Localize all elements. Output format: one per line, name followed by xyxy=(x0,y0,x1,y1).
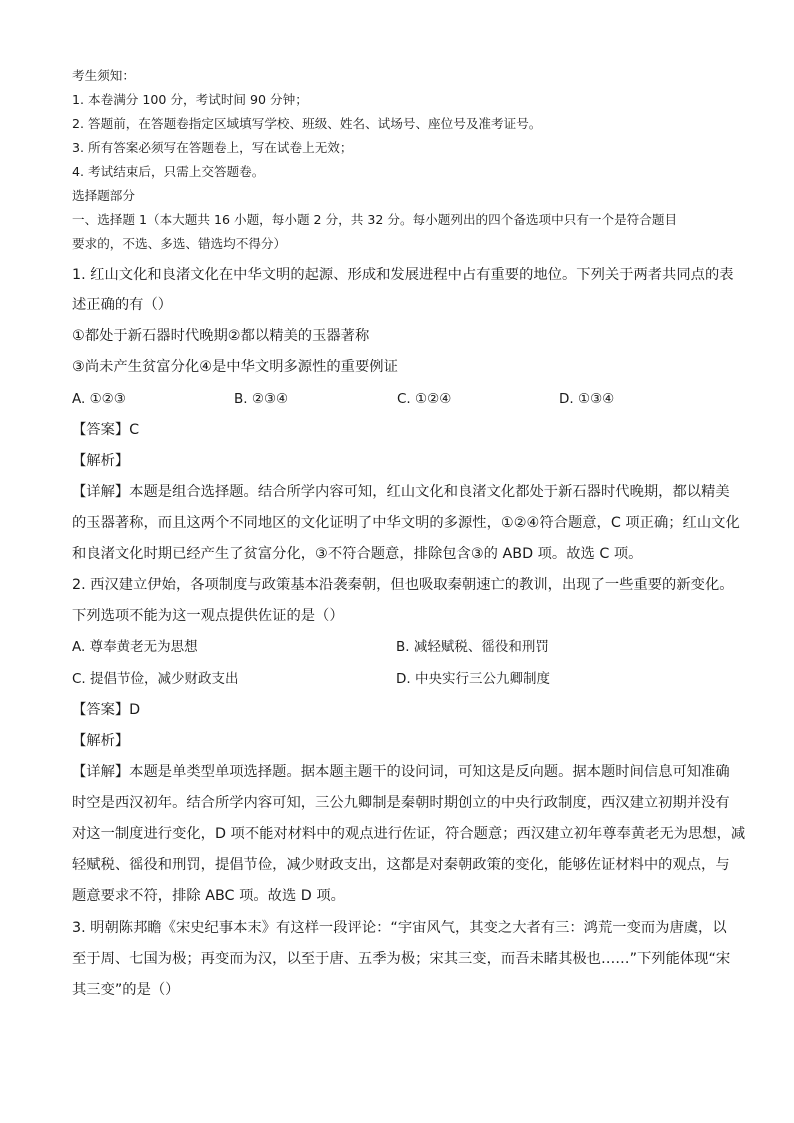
notice-item-1: 1. 本卷满分 100 分，考试时间 90 分钟； xyxy=(72,92,308,107)
q1-option-d: D. ①③④ xyxy=(559,391,615,407)
q1-statement-1: ①都处于新石器时代晚期②都以精美的玉器著称 xyxy=(72,328,370,344)
notice-item-2: 2. 答题前，在答题卷指定区域填写学校、班级、姓名、试场号、座位号及准考证号。 xyxy=(72,116,542,131)
section-part-label: 选择题部分 xyxy=(72,188,135,203)
q2-stem-line-1: 2. 西汉建立伊始，各项制度与政策基本沿袭秦朝，但也吸取秦朝速亡的教训，出现了一些重要的新变化。 xyxy=(72,577,734,593)
notice-item-4: 4. 考试结束后，只需上交答题卷。 xyxy=(72,164,265,179)
q2-option-b: B. 减轻赋税、徭役和刑罚 xyxy=(396,639,549,655)
q2-option-c: C. 提倡节俭，减少财政支出 xyxy=(72,671,239,687)
q1-analysis-label: 【解析】 xyxy=(72,453,130,469)
q2-detail-line-1: 【详解】本题是单类型单项选择题。据本题主题干的设问词，可知这是反向题。据本题时间信息可知准确 xyxy=(72,764,730,780)
q1-detail-line-3: 和良渚文化时期已经产生了贫富分化，③不符合题意，排除包含③的 ABD 项。故选 C 项。 xyxy=(72,546,643,562)
q1-option-b: B. ②③④ xyxy=(234,391,289,407)
q1-statement-2: ③尚未产生贫富分化④是中华文明多源性的重要例证 xyxy=(72,359,398,375)
q2-detail-line-3: 对这一制度进行变化，D 项不能对材料中的观点进行佐证，符合题意；西汉建立初年尊奉黄老无为思想，减 xyxy=(72,826,746,842)
q3-stem-line-1: 3. 明朝陈邦瞻《宋史纪事本末》有这样一段评论：“宇宙风气，其变之大者有三：鸿荒一变而为唐虞，以 xyxy=(72,920,727,936)
q2-detail-line-2: 时空是西汉初年。结合所学内容可知，三公九卿制是秦朝时期创立的中央行政制度，西汉建立初期并没有 xyxy=(72,795,730,811)
q1-option-c: C. ①②④ xyxy=(397,391,452,407)
q1-detail-line-2: 的玉器著称，而且这两个不同地区的文化证明了中华文明的多源性，①②④符合题意，C 项正确；红山文化 xyxy=(72,515,740,531)
q1-answer: 【答案】C xyxy=(72,422,140,438)
q3-stem-line-3: 其三变”的是（） xyxy=(72,982,180,998)
section-heading-line-2: 要求的，不选、多选、错选均不得分） xyxy=(72,236,287,251)
q1-stem-line-1: 1. 红山文化和良渚文化在中华文明的起源、形成和发展进程中占有重要的地位。下列关于两者共同点的表 xyxy=(72,267,734,283)
q2-option-d: D. 中央实行三公九卿制度 xyxy=(396,671,550,687)
section-heading-line-1: 一、选择题 1（本大题共 16 小题，每小题 2 分，共 32 分。每小题列出的四个备选项中只有一个是符合题目 xyxy=(72,212,678,227)
q1-detail-line-1: 【详解】本题是组合选择题。结合所学内容可知，红山文化和良渚文化都处于新石器时代晚期，都以精美 xyxy=(72,484,730,500)
q1-stem-line-2: 述正确的有（） xyxy=(72,297,173,313)
q2-answer: 【答案】D xyxy=(72,702,141,718)
q2-stem-line-2: 下列选项不能为这一观点提供佐证的是（） xyxy=(72,608,344,624)
q1-option-a: A. ①②③ xyxy=(72,391,126,407)
q2-detail-line-4: 轻赋税、徭役和刑罚，提倡节俭，减少财政支出，这都是对秦朝政策的变化，能够佐证材料中的观点，与 xyxy=(72,857,730,873)
q2-option-a: A. 尊奉黄老无为思想 xyxy=(72,639,198,655)
notice-item-3: 3. 所有答案必须写在答题卷上，写在试卷上无效； xyxy=(72,140,353,155)
notice-title: 考生须知： xyxy=(72,68,135,83)
q2-detail-line-5: 题意要求不符，排除 ABC 项。故选 D 项。 xyxy=(72,888,345,904)
q3-stem-line-2: 至于周、七国为极；再变而为汉，以至于唐、五季为极；宋其三变，而吾未睹其极也……”下列能体现“宋 xyxy=(72,951,731,967)
q2-analysis-label: 【解析】 xyxy=(72,733,130,749)
